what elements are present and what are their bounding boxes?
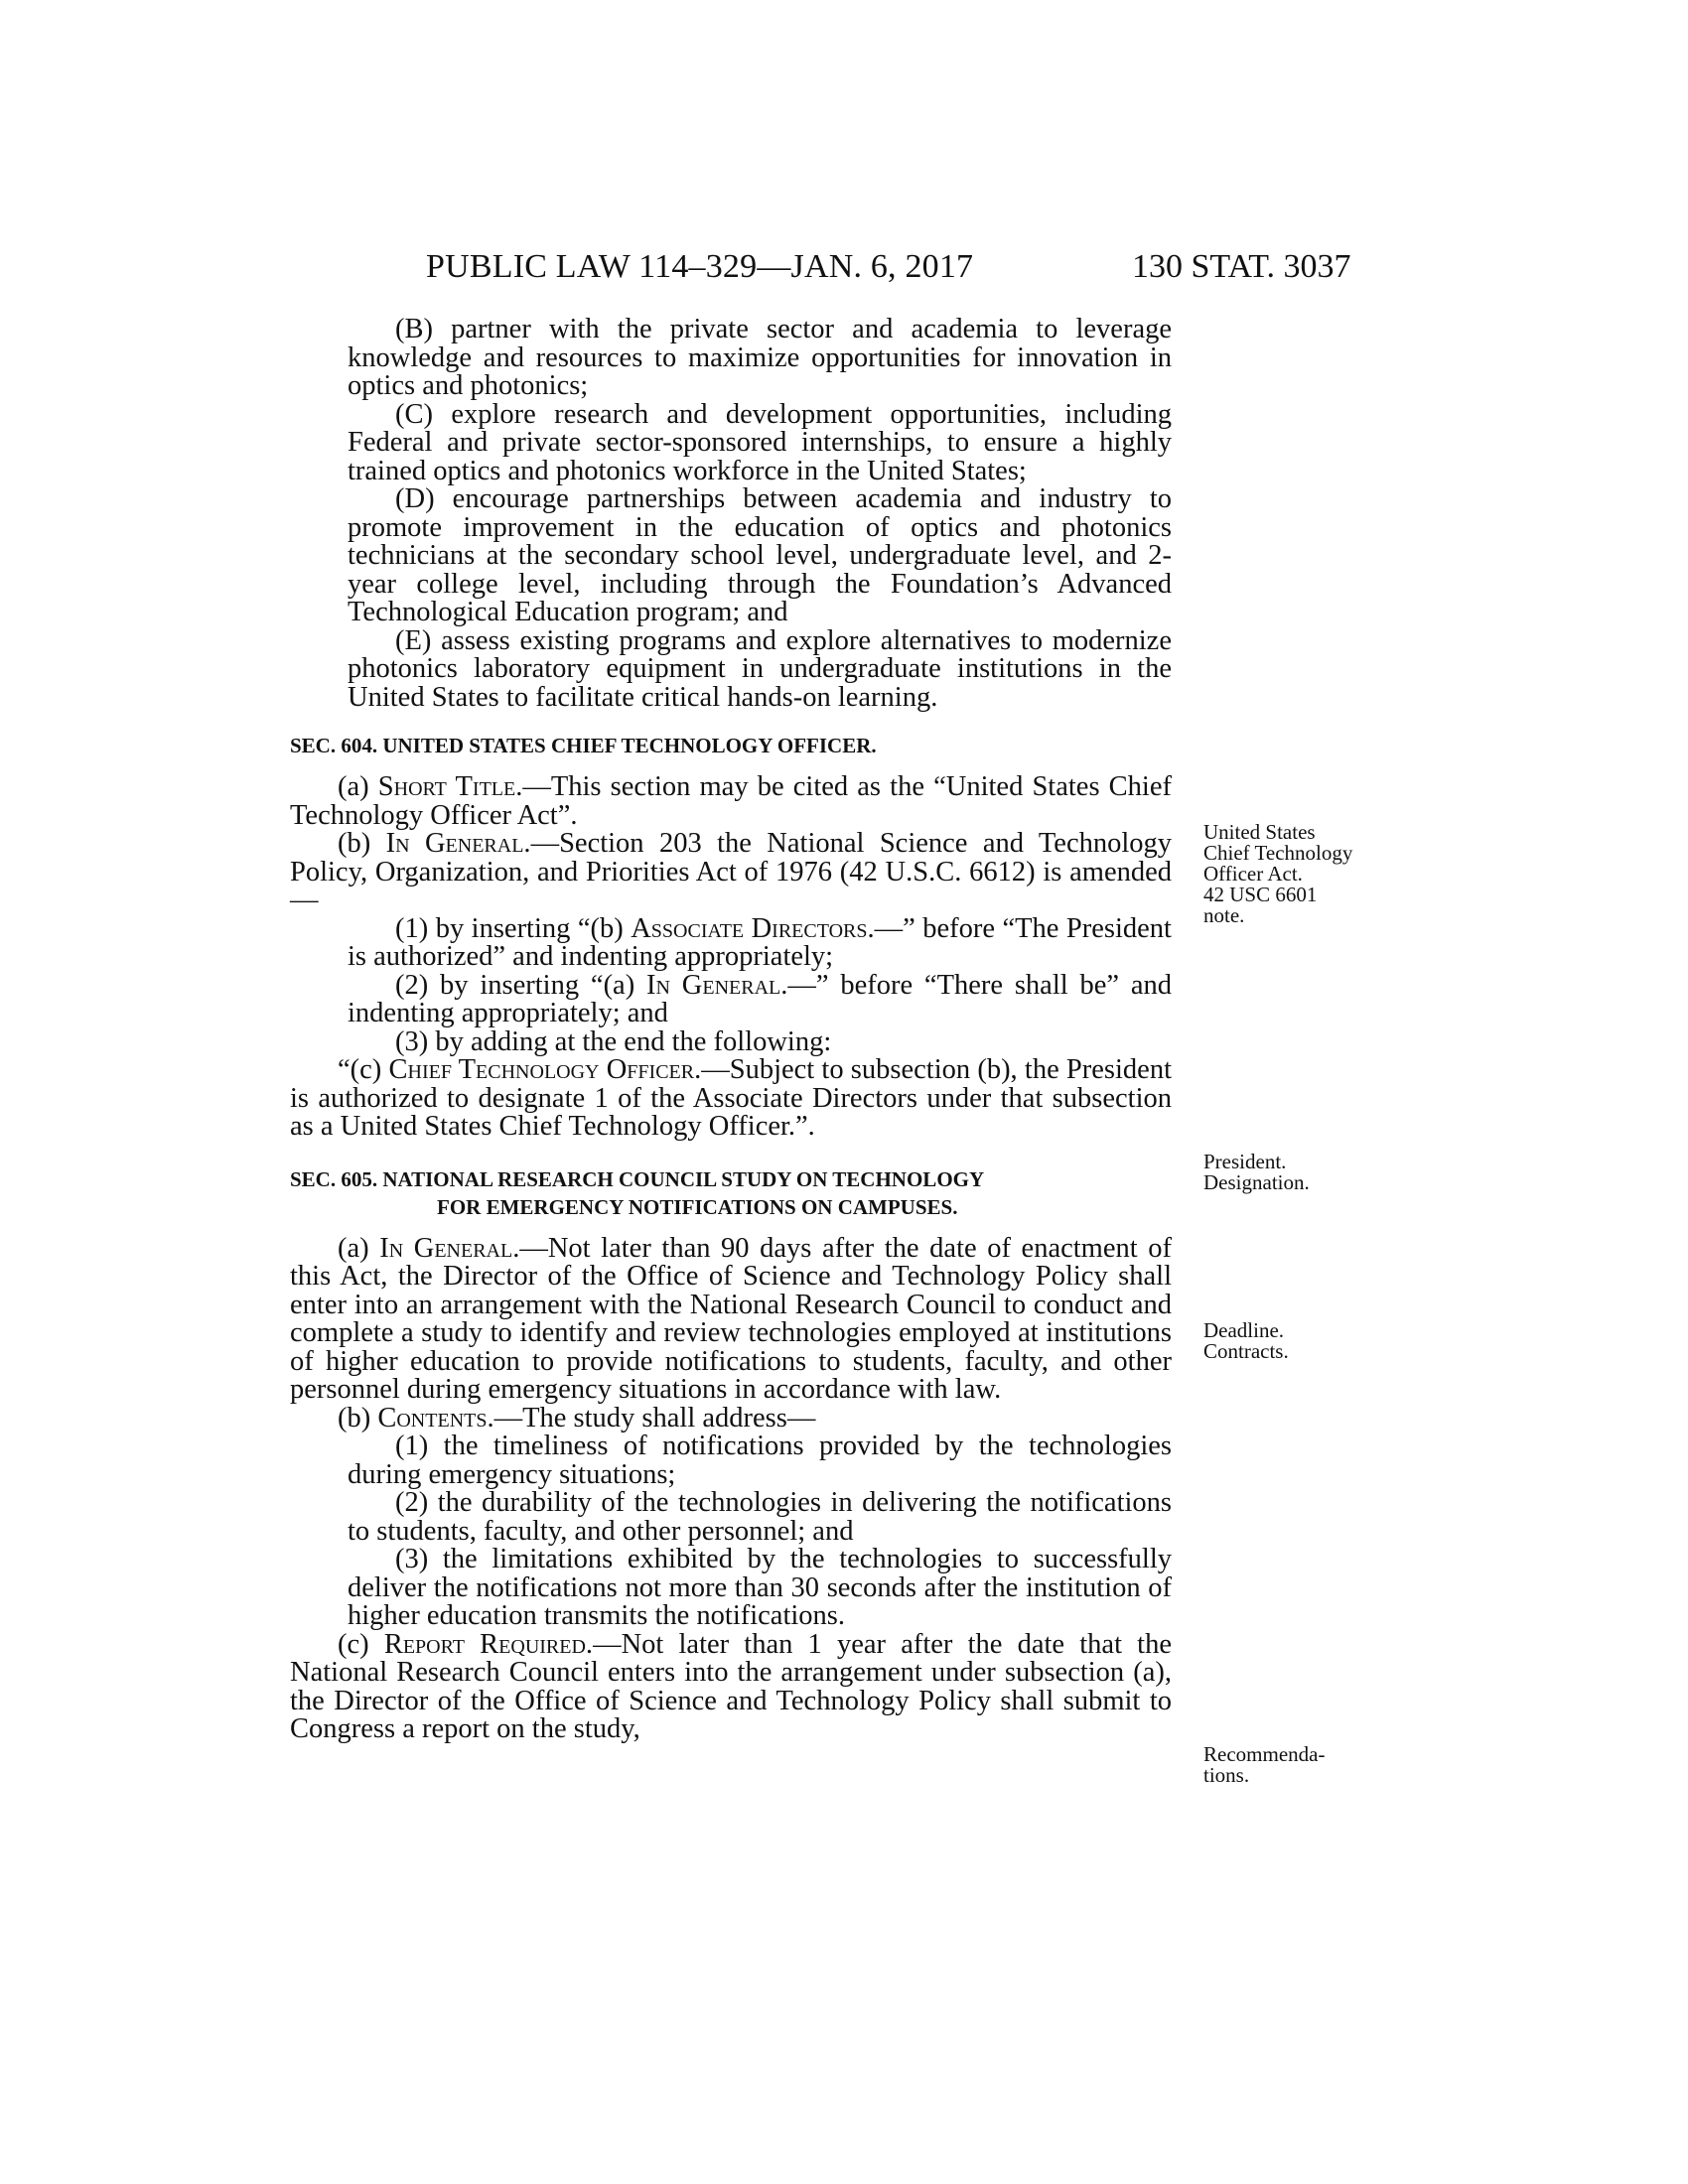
section-605-item-3: (3) the limitations exhibited by the technologies to successfully deliver the notifications not more than 30 seconds after the institution of higher education transmits the notifications. (348, 1544, 1172, 1631)
list-item-c: (C) explore research and development opportunities, including Federal and private sector-sponsored internships, to ensure a highly trained optics and photonics workforce in the United States; (348, 398, 1172, 486)
section-605-heading: SEC. 605. NATIONAL RESEARCH COUNCIL STUDY ON TECHNOLOGY FOR EMERGENCY NOTIFICATIONS ON CAMPUSES. (290, 1166, 985, 1219)
text: —This section may be cited as the “United States Chief Technology Officer Act”. (290, 771, 1172, 831)
section-605-c: (c) Report Required.—Not later than 1 year after the date that the National Research Council enters into the arrangement under subsection (a), the Director of the Office of Science and Technology Policy shall submit to Congress a report on the study, (290, 1628, 1172, 1744)
caption-chief-technology-officer: Chief Technology Officer. (388, 1054, 702, 1085)
text: —Section 203 the National Science and Technology Policy, Organization, and Priorities Act of 1976 (42 U.S.C. 6612) is amended— (290, 828, 1173, 915)
list-item-b: (B) partner with the private sector and academia to leverage knowledge and resources to maximize opportunities for innovation in optics and photonics; (348, 314, 1172, 401)
main-text-column (290, 316, 1172, 1744)
section-605-item-2: (2) the durability of the technologies in delivering the notifications to students, faculty, and other personnel; and (348, 1487, 1172, 1547)
caption-report-required: Report Required. (383, 1628, 594, 1660)
caption-in-general: In General. (385, 828, 531, 859)
section-604-heading: SEC. 604. UNITED STATES CHIEF TECHNOLOGY OFFICER. (290, 734, 877, 757)
page-number: 130 STAT. 3037 (1132, 248, 1351, 285)
section-604-item-3: (3) by adding at the end the following: (395, 1025, 832, 1057)
caption-contents: Contents. (377, 1402, 494, 1433)
label: (a) (338, 771, 378, 802)
margin-note-president-designation: President. Designation. (1203, 1150, 1310, 1194)
section-605-item-1: (1) the timeliness of notifications provided by the technologies during emergency situations; (348, 1431, 1172, 1490)
section-604-b (290, 830, 1172, 915)
margin-note-recommendations: Recommenda- tions. (1203, 1742, 1326, 1787)
margin-note-cto-act: United States Chief Technology Officer Act. 42 USC 6601 note. (1203, 820, 1353, 927)
section-604-item-2: (2) by inserting “(a) In General.—” before “There shall be” and indenting appropriately; and (348, 969, 1172, 1028)
running-header-title: PUBLIC LAW 114–329—JAN. 6, 2017 (426, 248, 974, 285)
list-item-e: (E) assess existing programs and explore alternatives to modernize photonics laboratory equipment in undergraduate institutions in the United States to facilitate critical hands-on learning. (348, 624, 1172, 713)
margin-note-deadline-contracts: Deadline. Contracts. (1203, 1318, 1289, 1363)
section-604-c: “(c) Chief Technology Officer.—Subject to subsection (b), the President is authorized to designate 1 of the Associate Directors under that subsection as a United States Chief Technology Officer.”. (290, 1054, 1172, 1142)
section-605-b: (b) Contents.—The study shall address— (338, 1402, 816, 1433)
section-605-a: (a) In General.—Not later than 90 days after the date of enactment of this Act, the Director of the Office of Science and Technology Policy shall enter into an arrangement with the National Research Council to conduct and complete a study to identify and review technologies employed at institutions of higher education to provide notifications to students, faculty, and other personnel during emergency situations in accordance with law. (290, 1232, 1172, 1405)
caption-in-general: In General. (379, 1232, 520, 1264)
list-item-d: (D) encourage partnerships between academia and industry to promote improvement in the education of optics and photonics technicians at the secondary school level, undergraduate level, and 2-year college level, including through the Foundation’s Advanced Technological Education program; and (348, 483, 1172, 627)
label: (b) (338, 828, 386, 859)
section-604-a (290, 773, 1172, 830)
caption-short-title: Short Title. (377, 771, 523, 802)
section-604-item-1: (1) by inserting “(b) Associate Directors.—” before “The President is authorized” and indenting appropriately; (348, 912, 1172, 972)
